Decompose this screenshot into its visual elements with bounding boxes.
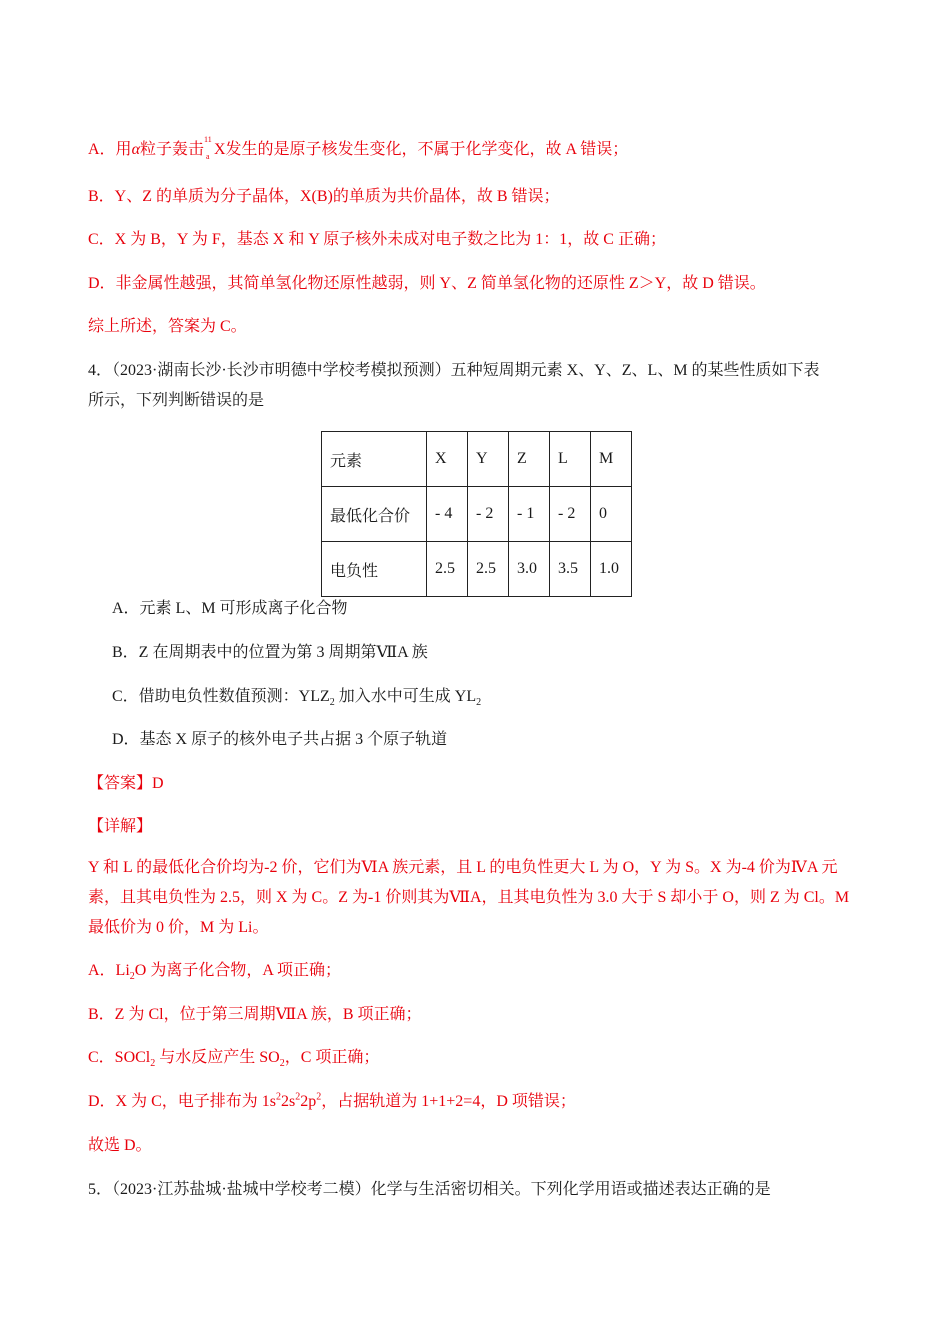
table-cell: X xyxy=(427,432,468,487)
superscript: 2 xyxy=(276,1091,282,1103)
q3-explanation-d: D．非金属性越强，其简单氢化物还原性越弱，则 Y、Z 简单氢化物的还原性 Z＞Y，故 D 错误。 xyxy=(88,275,766,292)
table-cell: 3.5 xyxy=(550,542,591,597)
element-properties-table xyxy=(321,431,632,597)
subscript: 2 xyxy=(129,971,135,983)
table-cell: 最低化合价 xyxy=(322,487,427,542)
isotope-symbol: X xyxy=(213,141,226,158)
subscript: 2 xyxy=(279,1058,285,1070)
text: 发生的是原子核发生变化，不属于化学变化，故 A 错误； xyxy=(225,141,629,158)
text: D．X 为 C，电子排布为 1s xyxy=(88,1093,277,1110)
text: A．Li xyxy=(88,962,130,979)
superscript: 2 xyxy=(316,1091,322,1103)
q4-option-b: B．Z 在周期表中的位置为第 3 周期第ⅦA 族 xyxy=(112,644,428,661)
table-row xyxy=(322,487,632,542)
text: 2s xyxy=(281,1093,296,1110)
q5-stem: 5．（2023·江苏盐城·盐城中学校考二模）化学与生活密切相关。下列化学用语或描述表达正确的是 xyxy=(88,1181,771,1198)
q4-explanation-c xyxy=(88,1047,379,1069)
table-cell: - 2 xyxy=(468,487,509,542)
table-cell: Y xyxy=(468,432,509,487)
text: ，占据轨道为 1+1+2=4，D 项错误； xyxy=(321,1093,576,1110)
table-cell: 2.5 xyxy=(468,542,509,597)
table-cell: M xyxy=(591,432,632,487)
text: 与水反应产生 SO xyxy=(155,1049,280,1066)
q4-option-c xyxy=(112,686,481,708)
text: 2p xyxy=(300,1093,317,1110)
table-cell: 0 xyxy=(591,487,632,542)
alpha-symbol: α xyxy=(131,141,140,158)
table-row xyxy=(322,542,632,597)
table-cell: Z xyxy=(509,432,550,487)
subscript: 2 xyxy=(150,1058,156,1070)
table-cell: - 1 xyxy=(509,487,550,542)
table-cell: 电负性 xyxy=(322,542,427,597)
answer-label: 【答案】D xyxy=(88,775,164,792)
superscript: 2 xyxy=(295,1091,301,1103)
q3-explanation-c: C．X 为 B，Y 为 F，基态 X 和 Y 原子核外未成对电子数之比为 1：1，故 C 正确； xyxy=(88,231,666,248)
detail-paragraph: Y 和 L 的最低化合价均为-2 价，它们为ⅥA 族元素，且 L 的电负性更大 L 为 O，Y 为 S。X 为-4 价为ⅣA 元素，且其电负性为 2.5，则 X 为 C。Z 为-1 价则其为ⅦA，且其电负性为 3.0 大于 S 却小于 O，则 Z 为 Cl。M 最低价为 0 价，M 为 Li。 xyxy=(88,859,850,936)
q4-option-d: D．基态 X 原子的核外电子共占据 3 个原子轨道 xyxy=(112,731,448,748)
detail-label: 【详解】 xyxy=(88,818,153,835)
subscript: 2 xyxy=(329,697,335,709)
text: O 为离子化合物，A 项正确； xyxy=(134,962,342,979)
q3-explanation-b: B．Y、Z 的单质为分子晶体，X(B)的单质为共价晶体，故 B 错误； xyxy=(88,188,560,205)
table-cell: L xyxy=(550,432,591,487)
isotope-mass: 11 xyxy=(203,135,212,144)
text: C．借助电负性数值预测：YLZ xyxy=(112,688,330,705)
q4-option-a: A．元素 L、M 可形成离子化合物 xyxy=(112,600,348,617)
isotope-z: a xyxy=(205,152,210,161)
q4-stem-line2: 所示，下列判断错误的是 xyxy=(88,392,265,409)
subscript: 2 xyxy=(476,697,482,709)
text: 粒子轰击 xyxy=(139,141,204,158)
q4-explanation-d xyxy=(88,1091,576,1113)
table-cell: 3.0 xyxy=(509,542,550,597)
q4-stem-line1: 4．（2023·湖南长沙·长沙市明德中学校考模拟预测）五种短周期元素 X、Y、Z、L、M 的某些性质如下表 xyxy=(88,362,820,379)
isotope-notation xyxy=(203,135,214,161)
text: 加入水中可生成 YL xyxy=(334,688,477,705)
q3-summary: 综上所述，答案为 C。 xyxy=(88,318,247,335)
table-cell: - 4 xyxy=(427,487,468,542)
table-cell: - 2 xyxy=(550,487,591,542)
q4-explanation-a xyxy=(88,960,341,982)
q4-explanation-b: B．Z 为 Cl，位于第三周期ⅦA 族，B 项正确； xyxy=(88,1006,422,1023)
text: C．SOCl xyxy=(88,1049,151,1066)
q4-conclusion: 故选 D。 xyxy=(88,1137,152,1154)
table-cell: 元素 xyxy=(322,432,427,487)
text: A．用 xyxy=(88,141,132,158)
q3-explanation-a xyxy=(88,135,629,161)
text: ，C 项正确； xyxy=(284,1049,380,1066)
table-cell: 2.5 xyxy=(427,542,468,597)
table-cell: 1.0 xyxy=(591,542,632,597)
table-header-row xyxy=(322,432,632,487)
